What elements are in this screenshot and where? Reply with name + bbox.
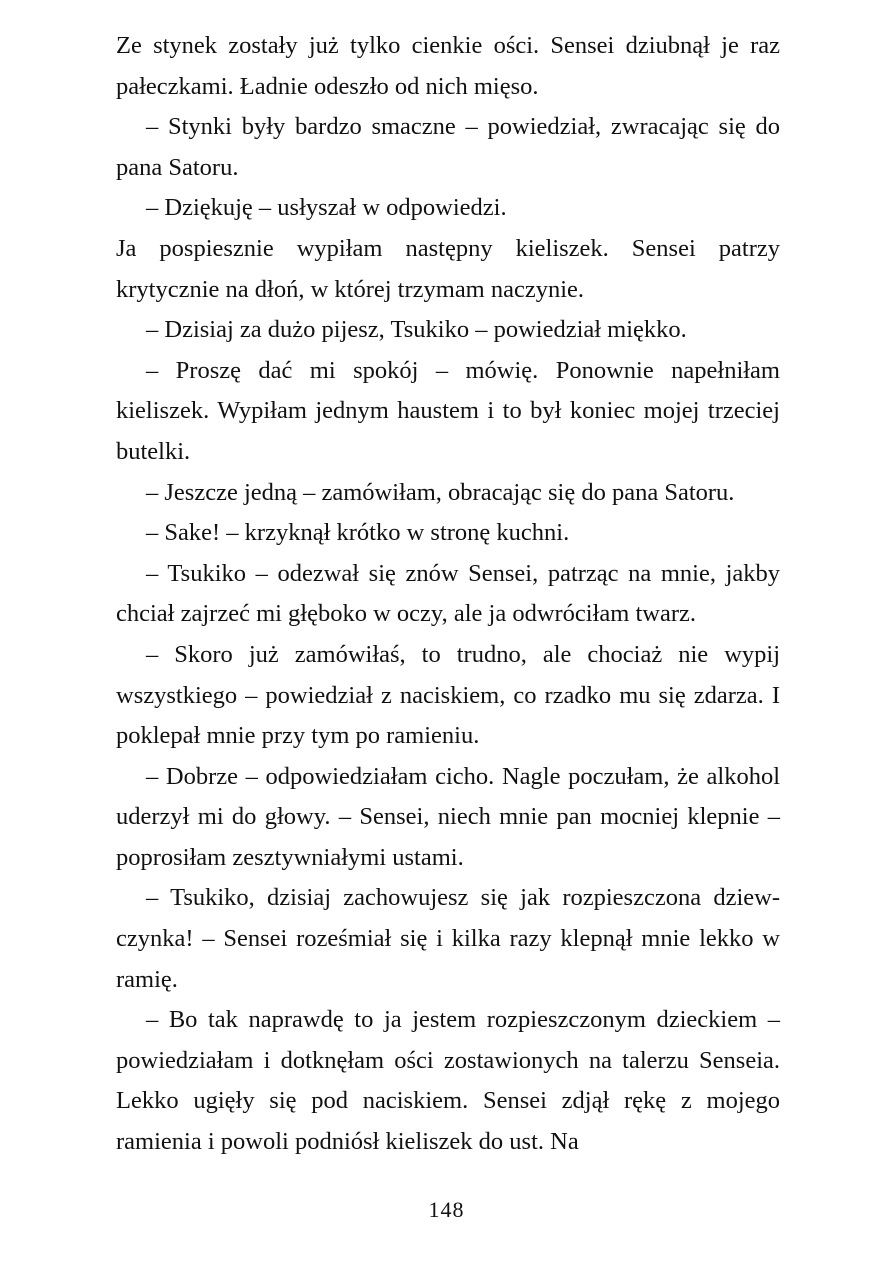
paragraph-7: – Jeszcze jedną – zamówiłam, obracając się do pana Satoru.: [146, 478, 735, 506]
paragraph-1: Ze stynek zostały już tylko cienkie ości. Sensei dziubnął je raz pałeczkami. Ładnie odeszło od nich mięso.: [116, 32, 780, 100]
paragraph-11: – Dobrze – odpowiedziałam cicho. Nagle poczułam, że alkohol uderzył mi do głowy. – Sensei, niech mnie pan mocniej klepnie – poprosiłam zesztywniałymi ustami.: [116, 762, 780, 871]
paragraph-8: – Sake! – krzyknął krótko w stronę kuchni.: [146, 519, 570, 547]
paragraph-5: – Dzisiaj za dużo pijesz, Tsukiko – powiedział miękko.: [146, 316, 687, 344]
paragraph-2: – Stynki były bardzo smaczne – powiedział, zwracając się do pana Satoru.: [116, 113, 780, 181]
paragraph-10: – Skoro już zamówiłaś, to trudno, ale chociaż nie wypij wszystkiego – powiedział z naciskiem, co rzadko mu się zdarza. I poklepał mnie przy tym po ramieniu.: [116, 640, 780, 750]
paragraph-6: – Proszę dać mi spokój – mówię. Ponownie napełniłam kieliszek. Wypiłam jednym haustem i to był koniec mojej trzeciej butelki.: [116, 356, 780, 465]
paragraph-3: – Dziękuję – usłyszał w odpowiedzi.: [146, 194, 507, 222]
paragraph-13: – Bo tak naprawdę to ja jestem rozpieszczonym dzieckiem – powiedziałam i dotknęłam ości zostawionych na talerzu Senseia. Lekko ugięły się pod naciskiem. Sensei zdjął rękę z mojego ramienia i powoli podniósł kieliszek do ust. Na: [116, 1006, 780, 1156]
paragraph-12: – Tsukiko, dzisiaj zachowujesz się jak rozpieszczona dziewczynka! – Sensei roześmiał się i kilka razy klepnął mnie lekko w ramię.: [116, 884, 780, 993]
page-body: [116, 26, 780, 1163]
paragraph-4: Ja pospiesznie wypiłam następny kieliszek. Sensei patrzy krytycznie na dłoń, w której trzymam naczynie.: [116, 234, 780, 303]
page-number: 148: [428, 1197, 465, 1222]
paragraph-9: – Tsukiko – odezwał się znów Sensei, patrząc na mnie, jakby chciał zajrzeć mi głęboko w oczy, ale ja odwróciłam twarz.: [116, 559, 780, 628]
